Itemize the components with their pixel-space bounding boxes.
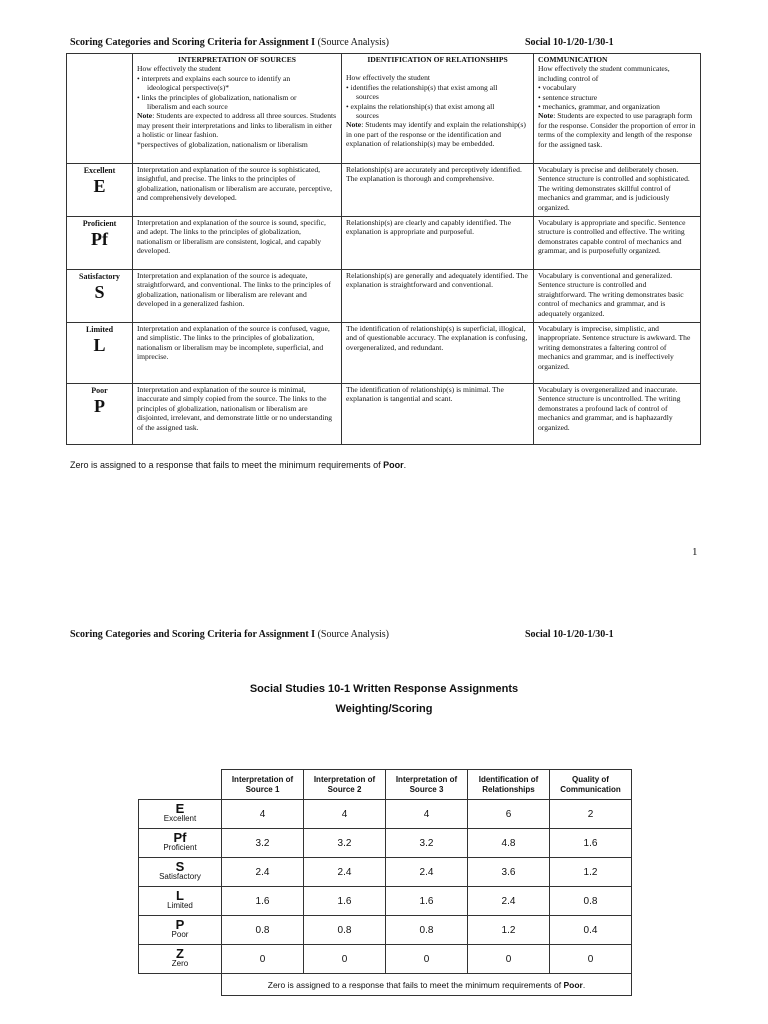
rubric-col-interpretation: INTERPRETATION OF SOURCES How effectively the student • interprets and explains each source to identify an ideological perspective(s)* • links the principles of globalization, nationalism or liberalism and each source Note: Students are expected to address all three sources. Students may present their interpretations and links to liberalism in either a holistic or linear fashion. *perspectives of globalization, nationalism or liberalism [133, 54, 342, 164]
rubric-row-satisfactory [67, 270, 701, 323]
header-title: Scoring Categories and Scoring Criteria for Assignment I (Source Analysis) [70, 629, 389, 640]
table-cell: 0.4 [550, 916, 632, 945]
table-cell: 0.8 [222, 916, 304, 945]
rubric-cell: Vocabulary is precise and deliberately chosen. Sentence structure is controlled and sophisticated. The writing demonstrates skillful control of mechanics and grammar, and is judiciously organized. [534, 164, 701, 217]
weighting-header-row [139, 770, 632, 800]
rubric-cell: Vocabulary is imprecise, simplistic, and inappropriate. Sentence structure is awkward. The writing demonstrates a faltering control of mechanics and grammar, and is ineffectively organized. [534, 323, 701, 384]
rubric-cell: Interpretation and explanation of the source is minimal, inaccurate and simply copied from the source. The links to the principles of globalization, nationalism or liberalism are disjointed, irrelevant, and demonstrate little or no understanding of the assigned task. [133, 384, 342, 445]
column-header: Quality of Communication [550, 770, 632, 800]
table-cell: 1.6 [550, 829, 632, 858]
row-label: Pf Proficient [139, 829, 222, 858]
rubric-cell: Relationship(s) are generally and adequately identified. The explanation is straightforward and conventional. [342, 270, 534, 323]
column-header: Interpretation of Source 1 [222, 770, 304, 800]
table-cell: 4.8 [468, 829, 550, 858]
weighting-corner [139, 770, 222, 800]
table-cell: 1.6 [386, 887, 468, 916]
page2-title: Social Studies 10-1 Written Response Assignments [249, 683, 519, 695]
table-cell: 2 [550, 800, 632, 829]
table-cell: 1.2 [468, 916, 550, 945]
table-cell: 2.4 [468, 887, 550, 916]
rubric-cell: Relationship(s) are accurately and perceptively identified. The explanation is thorough and comprehensive. [342, 164, 534, 217]
weighting-row-excellent [139, 800, 632, 829]
table-cell: 3.2 [386, 829, 468, 858]
rubric-cell: Interpretation and explanation of the source is sophisticated, insightful, and precise. The links to the principles of globalization, nationalism or liberalism are accurate, perceptive, and comprehensively developed. [133, 164, 342, 217]
table-cell: 4 [222, 800, 304, 829]
table-cell: 0.8 [386, 916, 468, 945]
rubric-row-proficient [67, 217, 701, 270]
table-cell: 4 [386, 800, 468, 829]
rubric-cell: The identification of relationship(s) is superficial, illogical, and of questionable accuracy. The explanation is confusing, overgeneralized, and redundant. [342, 323, 534, 384]
level-label: Poor P [67, 384, 133, 445]
rubric-cell: Interpretation and explanation of the source is adequate, straightforward, and conventional. The links to the principles of globalization, nationalism or liberalism are relevant and developed in a generalized fashion. [133, 270, 342, 323]
level-label: Satisfactory S [67, 270, 133, 323]
column-header: Interpretation of Source 3 [386, 770, 468, 800]
table-cell: 0 [304, 945, 386, 974]
row-label: Z Zero [139, 945, 222, 974]
rubric-col-communication: COMMUNICATION How effectively the student communicates, including control of • vocabulary • sentence structure • mechanics, grammar, and organization Note: Students are expected to use paragraph form for the response. Consider the proportion of error in terms of the complexity and length of the response for the assigned task. [534, 54, 701, 164]
weighting-footer: Zero is assigned to a response that fails to meet the minimum requirements of Poor. [222, 974, 632, 996]
level-label: Proficient Pf [67, 217, 133, 270]
header-course: Social 10-1/20-1/30-1 [525, 629, 614, 640]
page2-subtitle: Weighting/Scoring [335, 703, 433, 715]
row-label: S Satisfactory [139, 858, 222, 887]
table-cell: 0 [222, 945, 304, 974]
rubric-cell: Interpretation and explanation of the source is sound, specific, and adept. The links to the principles of globalization, nationalism or liberalism are consistent, logical, and capably developed. [133, 217, 342, 270]
header-course: Social 10-1/20-1/30-1 [525, 37, 614, 48]
level-label: Excellent E [67, 164, 133, 217]
zero-note: Zero is assigned to a response that fails to meet the minimum requirements of Poor. [70, 460, 407, 470]
table-cell: 1.6 [222, 887, 304, 916]
column-header: Identification of Relationships [468, 770, 550, 800]
rubric-row-excellent [67, 164, 701, 217]
column-header: Interpretation of Source 2 [304, 770, 386, 800]
weighting-row-poor [139, 916, 632, 945]
row-label: L Limited [139, 887, 222, 916]
row-label: E Excellent [139, 800, 222, 829]
footer-spacer [139, 974, 222, 996]
table-cell: 0.8 [304, 916, 386, 945]
table-cell: 1.2 [550, 858, 632, 887]
rubric-row-poor [67, 384, 701, 445]
weighting-row-limited [139, 887, 632, 916]
rubric-cell: Vocabulary is conventional and generalized. Sentence structure is controlled and straightforward. The writing demonstrates basic control of mechanics and grammar, and is adequately organized. [534, 270, 701, 323]
rubric-col-relationships: IDENTIFICATION OF RELATIONSHIPS How effectively the student • identifies the relationship(s) that exist among all sources • explains the relationship(s) that exist among all sources Note: Students may identify and explain the relationship(s) in one part of the response or the identification and explanation of relationship(s) may be embedded. [342, 54, 534, 164]
level-label: Limited L [67, 323, 133, 384]
rubric-row-limited [67, 323, 701, 384]
rubric-cell: Relationship(s) are clearly and capably identified. The explanation is appropriate and purposeful. [342, 217, 534, 270]
row-label: P Poor [139, 916, 222, 945]
table-cell: 2.4 [222, 858, 304, 887]
weighting-table [138, 769, 632, 996]
rubric-corner-cell [67, 54, 133, 164]
page-number: 1 [692, 546, 698, 558]
table-cell: 2.4 [386, 858, 468, 887]
rubric-header-row [67, 54, 701, 164]
rubric-cell: Vocabulary is overgeneralized and inaccurate. Sentence structure is uncontrolled. The writing demonstrates a profound lack of control of mechanics and grammar, and is haphazardly organized. [534, 384, 701, 445]
rubric-cell: Interpretation and explanation of the source is confused, vague, and simplistic. The links to the principles of globalization, nationalism or liberalism may be incomplete, superficial, and imprecise. [133, 323, 342, 384]
table-cell: 0 [386, 945, 468, 974]
table-cell: 3.2 [304, 829, 386, 858]
table-cell: 0 [468, 945, 550, 974]
header-title: Scoring Categories and Scoring Criteria for Assignment I (Source Analysis) [70, 37, 389, 48]
rubric-cell: The identification of relationship(s) is minimal. The explanation is tangential and scant. [342, 384, 534, 445]
table-cell: 1.6 [304, 887, 386, 916]
weighting-row-satisfactory [139, 858, 632, 887]
weighting-row-proficient [139, 829, 632, 858]
weighting-footer-row [139, 974, 632, 996]
rubric-cell: Vocabulary is appropriate and specific. Sentence structure is controlled and effective. The writing demonstrates capable control of mechanics and grammar, and is purposefully organized. [534, 217, 701, 270]
rubric-table [66, 53, 701, 445]
table-cell: 3.2 [222, 829, 304, 858]
table-cell: 0.8 [550, 887, 632, 916]
table-cell: 3.6 [468, 858, 550, 887]
table-cell: 0 [550, 945, 632, 974]
table-cell: 4 [304, 800, 386, 829]
table-cell: 2.4 [304, 858, 386, 887]
table-cell: 6 [468, 800, 550, 829]
weighting-row-zero [139, 945, 632, 974]
